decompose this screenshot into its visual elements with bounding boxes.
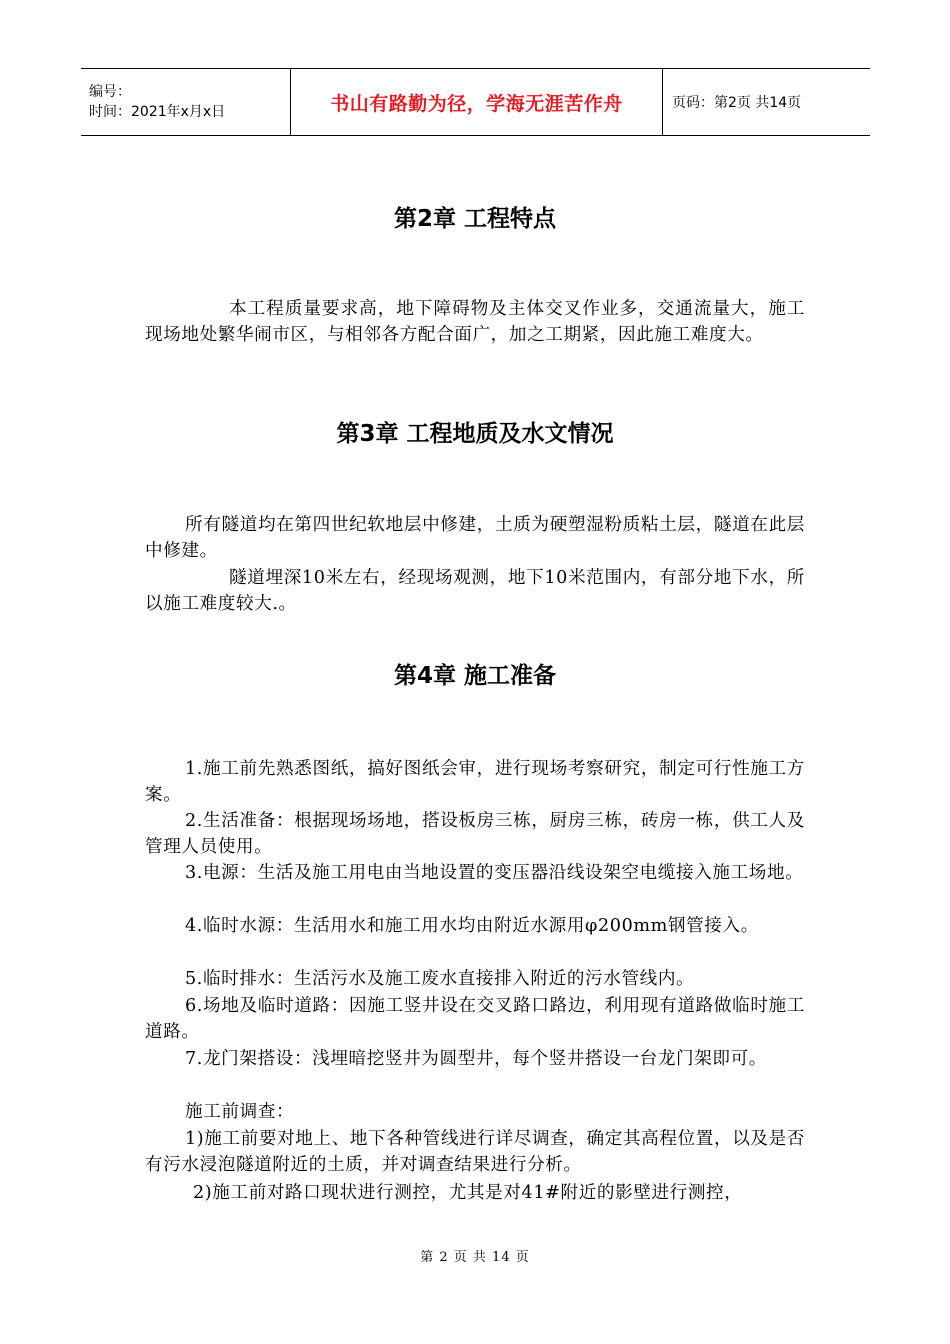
chapter-4-survey-item-1: 1)施工前要对地上、地下各种管线进行详尽调查，确定其高程位置，以及是否有污水浸泡隧道附近的土质，并对调查结果进行分析。 — [145, 1129, 805, 1175]
header-motto: 书山有路勤为径，学海无涯苦作舟 — [291, 69, 663, 136]
chapter-3-title: 第3章 工程地质及水文情况 — [336, 421, 614, 447]
page-footer: 第 2 页 共 14 页 — [420, 1250, 530, 1265]
chapter-4-item-3: 3.电源：生活及施工用电由当地设置的变压器沿线设架空电缆接入施工场地。 — [185, 863, 804, 883]
chapter-2-title: 第2章 工程特点 — [393, 206, 556, 232]
chapter-4-item-2: 2.生活准备：根据现场场地，搭设板房三栋，厨房三栋，砖房一栋，供工人及管理人员使用。 — [145, 811, 805, 857]
chapter-4-item-5: 5.临时排水：生活污水及施工废水直接排入附近的污水管线内。 — [185, 969, 695, 989]
chapter-4-survey-item-2: 2)施工前对路口现状进行测控，尤其是对41#附近的影壁进行测控， — [193, 1183, 743, 1203]
chapter-4-item-6: 6.场地及临时道路：因施工竖井设在交叉路口路边，利用现有道路做临时施工道路。 — [145, 996, 805, 1042]
document-date-label: 时间：2021年x月x日 — [89, 104, 226, 120]
chapter-3-paragraph-1: 所有隧道均在第四世纪软地层中修建，土质为硬塑湿粉质粘土层，隧道在此层中修建。 — [145, 515, 805, 561]
chapter-4-title: 第4章 施工准备 — [393, 663, 556, 689]
header-page-number: 页码：第2页 共14页 — [672, 95, 802, 111]
chapter-4-item-7: 7.龙门架搭设：浅埋暗挖竖井为圆型井，每个竖井搭设一台龙门架即可。 — [185, 1049, 767, 1069]
page-header — [81, 68, 870, 136]
document-number-label: 编号： — [89, 84, 131, 100]
chapter-4-item-4: 4.临时水源：生活用水和施工用水均由附近水源用φ200mm钢管接入。 — [185, 916, 759, 936]
chapter-3-paragraph-2: 隧道埋深10米左右，经现场观测，地下10米范围内，有部分地下水，所以施工难度较大.。 — [145, 568, 805, 614]
chapter-2-paragraph: 本工程质量要求高，地下障碍物及主体交叉作业多，交通流量大，施工现场地处繁华闹市区，与相邻各方配合面广，加之工期紧，因此施工难度大。 — [145, 299, 805, 345]
header-meta — [81, 69, 291, 136]
chapter-4-item-1: 1.施工前先熟悉图纸，搞好图纸会审，进行现场考察研究，制定可行性施工方案。 — [145, 759, 805, 805]
chapter-4-survey-heading: 施工前调查： — [185, 1102, 295, 1122]
